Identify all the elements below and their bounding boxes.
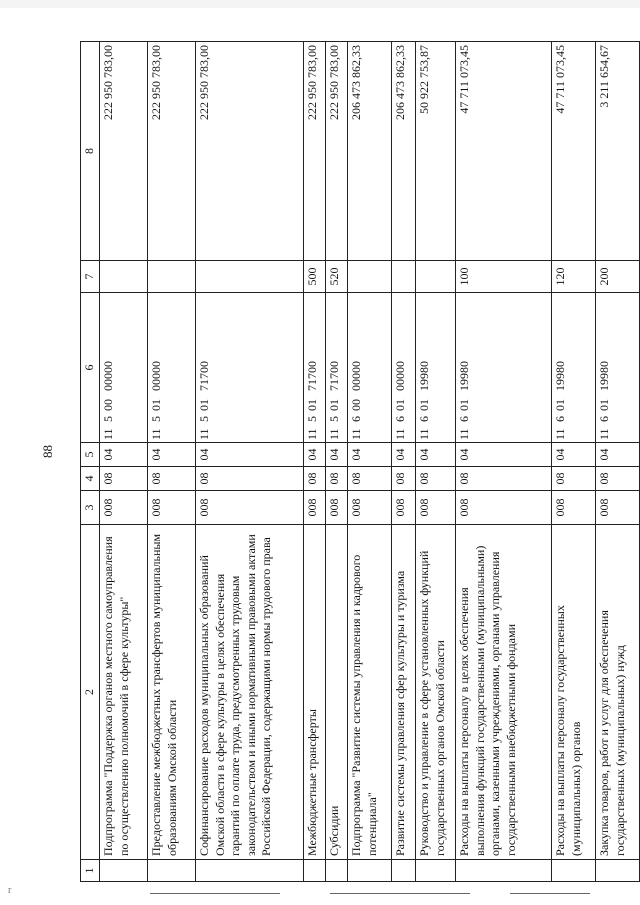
cell-col7: [148, 261, 196, 293]
code-part: 5: [305, 416, 319, 422]
code-part: 01: [327, 399, 341, 411]
code-part: 6: [349, 416, 363, 422]
code-part: 5: [101, 416, 115, 422]
cell-col4: 08: [326, 467, 348, 491]
cell-col3: 008: [456, 491, 552, 525]
cell-col7: [416, 261, 456, 293]
col-header: 8: [81, 42, 100, 261]
code-part: 00000: [393, 361, 407, 391]
cell-amount: 222 950 783,00: [100, 42, 148, 261]
cell-name: Развитие системы управления сфер культуры и туризма: [392, 525, 416, 860]
code-part: 01: [553, 399, 567, 411]
cell-col4: 08: [596, 467, 640, 491]
footer-rule: [510, 893, 590, 894]
code-part: 11: [553, 428, 567, 440]
col-header: 5: [81, 443, 100, 467]
cell-col3: 008: [326, 491, 348, 525]
code-part: 11: [597, 428, 611, 440]
code-part: 11: [457, 428, 471, 440]
code-part: 11: [305, 428, 319, 440]
table-row: [148, 42, 196, 882]
code-part: 01: [149, 399, 163, 411]
cell-col1: [100, 860, 148, 882]
code-part: 00000: [101, 361, 115, 391]
cell-amount: 206 473 862,33: [348, 42, 392, 261]
col-header: 7: [81, 261, 100, 293]
cell-col4: 08: [416, 467, 456, 491]
footer-rule: [330, 893, 470, 894]
code-part: 19980: [457, 361, 471, 391]
table-row: [100, 42, 148, 882]
cell-col6: [456, 293, 552, 443]
code-part: 00000: [349, 361, 363, 391]
footer-rule: [150, 893, 280, 894]
cell-col3: 008: [100, 491, 148, 525]
code-part: 01: [457, 399, 471, 411]
cell-col1: [304, 860, 326, 882]
rotated-table-wrapper: [80, 42, 627, 882]
budget-table: [80, 41, 640, 882]
cell-col6: [416, 293, 456, 443]
cell-amount: 3 211 654,67: [596, 42, 640, 261]
cell-col5: 04: [196, 443, 304, 467]
cell-col6: [392, 293, 416, 443]
cell-col5: 04: [326, 443, 348, 467]
cell-col7: 500: [304, 261, 326, 293]
table-row: [416, 42, 456, 882]
cell-col5: 04: [304, 443, 326, 467]
cell-col1: [392, 860, 416, 882]
cell-name: Руководство и управление в сфере установленных функций государственных органов Омской области: [416, 525, 456, 860]
col-header: 6: [81, 293, 100, 443]
code-part: 71700: [197, 361, 211, 391]
code-part: 6: [457, 416, 471, 422]
cell-col5: 04: [552, 443, 596, 467]
code-part: 19980: [553, 361, 567, 391]
cell-name: Подпрограмма "Поддержка органов местного самоуправления по осуществлению полномочий в сфере культуры": [100, 525, 148, 860]
code-part: 01: [197, 399, 211, 411]
cell-amount: 50 922 753,87: [416, 42, 456, 261]
cell-amount: 222 950 783,00: [196, 42, 304, 261]
code-part: 19980: [417, 361, 431, 391]
cell-col6: [326, 293, 348, 443]
cell-name: Субсидии: [326, 525, 348, 860]
table-row: [552, 42, 596, 882]
code-part: 5: [197, 416, 211, 422]
table-row: [304, 42, 326, 882]
cell-name: Расходы на выплаты персоналу государственных (муниципальных) органов: [552, 525, 596, 860]
cell-name: Закупка товаров, работ и услуг для обеспечения государственных (муниципальных) нужд: [596, 525, 640, 860]
code-part: 11: [327, 428, 341, 440]
code-part: 00000: [149, 361, 163, 391]
code-part: 11: [349, 428, 363, 440]
code-part: 6: [597, 416, 611, 422]
cell-col7: 520: [326, 261, 348, 293]
cell-col3: 008: [392, 491, 416, 525]
cell-col3: 008: [596, 491, 640, 525]
cell-amount: 47 711 073,45: [552, 42, 596, 261]
cell-col1: [148, 860, 196, 882]
code-part: 01: [417, 399, 431, 411]
table-row: [456, 42, 552, 882]
cell-col7: [348, 261, 392, 293]
cell-col6: [348, 293, 392, 443]
cell-name: Межбюджетные трансферты: [304, 525, 326, 860]
table-row: [348, 42, 392, 882]
cell-col4: 08: [552, 467, 596, 491]
cell-col1: [326, 860, 348, 882]
cell-col1: [416, 860, 456, 882]
table-row: [196, 42, 304, 882]
cell-col6: [552, 293, 596, 443]
cell-col3: 008: [148, 491, 196, 525]
code-part: 6: [393, 416, 407, 422]
cell-name: Расходы на выплаты персоналу в целях обеспечения выполнения функций государственными (муниципальными) органами, казенными учреждениями, органами управления государственными внебюджетными фондами: [456, 525, 552, 860]
col-header: 3: [81, 491, 100, 525]
table-row: [596, 42, 640, 882]
cell-name: Софинансирование расходов муниципальных образований Омской области в сфере культуры в целях обеспечения гарантий по оплате труда, предусмотренных трудовым законодательством и иными нормативными правовыми актами Российской Федерации, содержащими нормы трудового права: [196, 525, 304, 860]
cell-amount: 222 950 783,00: [304, 42, 326, 261]
cell-col3: 008: [552, 491, 596, 525]
col-header: 2: [81, 525, 100, 860]
code-part: 00: [349, 399, 363, 411]
cell-col6: [304, 293, 326, 443]
code-part: 5: [149, 416, 163, 422]
margin-mark: r: [8, 885, 12, 896]
cell-col1: [196, 860, 304, 882]
cell-amount: 222 950 783,00: [148, 42, 196, 261]
cell-name: Предоставление межбюджетных трансфертов муниципальным образованиям Омской области: [148, 525, 196, 860]
cell-col4: 08: [304, 467, 326, 491]
cell-col5: 04: [596, 443, 640, 467]
cell-col4: 08: [100, 467, 148, 491]
code-part: 11: [393, 428, 407, 440]
header-row: [81, 42, 100, 882]
cell-name: Подпрограмма "Развитие системы управления и кадрового потенциала": [348, 525, 392, 860]
code-part: 6: [553, 416, 567, 422]
cell-col5: 04: [392, 443, 416, 467]
cell-col4: 08: [392, 467, 416, 491]
cell-col5: 04: [100, 443, 148, 467]
cell-col1: [456, 860, 552, 882]
cell-col5: 04: [148, 443, 196, 467]
cell-col5: 04: [456, 443, 552, 467]
code-part: 11: [197, 428, 211, 440]
cell-col7: 100: [456, 261, 552, 293]
code-part: 71700: [327, 361, 341, 391]
cell-col7: 200: [596, 261, 640, 293]
cell-col7: [392, 261, 416, 293]
code-part: 6: [417, 416, 431, 422]
cell-col6: [596, 293, 640, 443]
cell-col6: [196, 293, 304, 443]
cell-col7: [196, 261, 304, 293]
cell-col5: 04: [348, 443, 392, 467]
cell-col4: 08: [196, 467, 304, 491]
code-part: 11: [417, 428, 431, 440]
cell-col1: [348, 860, 392, 882]
code-part: 11: [101, 428, 115, 440]
cell-col6: [148, 293, 196, 443]
code-part: 5: [327, 416, 341, 422]
code-part: 71700: [305, 361, 319, 391]
code-part: 01: [305, 399, 319, 411]
code-part: 19980: [597, 361, 611, 391]
cell-col4: 08: [148, 467, 196, 491]
cell-col1: [596, 860, 640, 882]
cell-col6: [100, 293, 148, 443]
cell-col3: 008: [304, 491, 326, 525]
cell-col1: [552, 860, 596, 882]
cell-amount: 222 950 783,00: [326, 42, 348, 261]
table-row: [392, 42, 416, 882]
code-part: 11: [149, 428, 163, 440]
page-number: 88: [40, 445, 55, 458]
cell-col3: 008: [416, 491, 456, 525]
table-row: [326, 42, 348, 882]
cell-col4: 08: [456, 467, 552, 491]
cell-col3: 008: [348, 491, 392, 525]
cell-col5: 04: [416, 443, 456, 467]
code-part: 01: [393, 399, 407, 411]
code-part: 00: [101, 399, 115, 411]
code-part: 01: [597, 399, 611, 411]
cell-amount: 47 711 073,45: [456, 42, 552, 261]
cell-col7: [100, 261, 148, 293]
cell-col7: 120: [552, 261, 596, 293]
cell-col4: 08: [348, 467, 392, 491]
cell-amount: 206 473 862,33: [392, 42, 416, 261]
col-header: 4: [81, 467, 100, 491]
col-header: 1: [81, 860, 100, 882]
scan-edge: [0, 0, 640, 8]
cell-col3: 008: [196, 491, 304, 525]
